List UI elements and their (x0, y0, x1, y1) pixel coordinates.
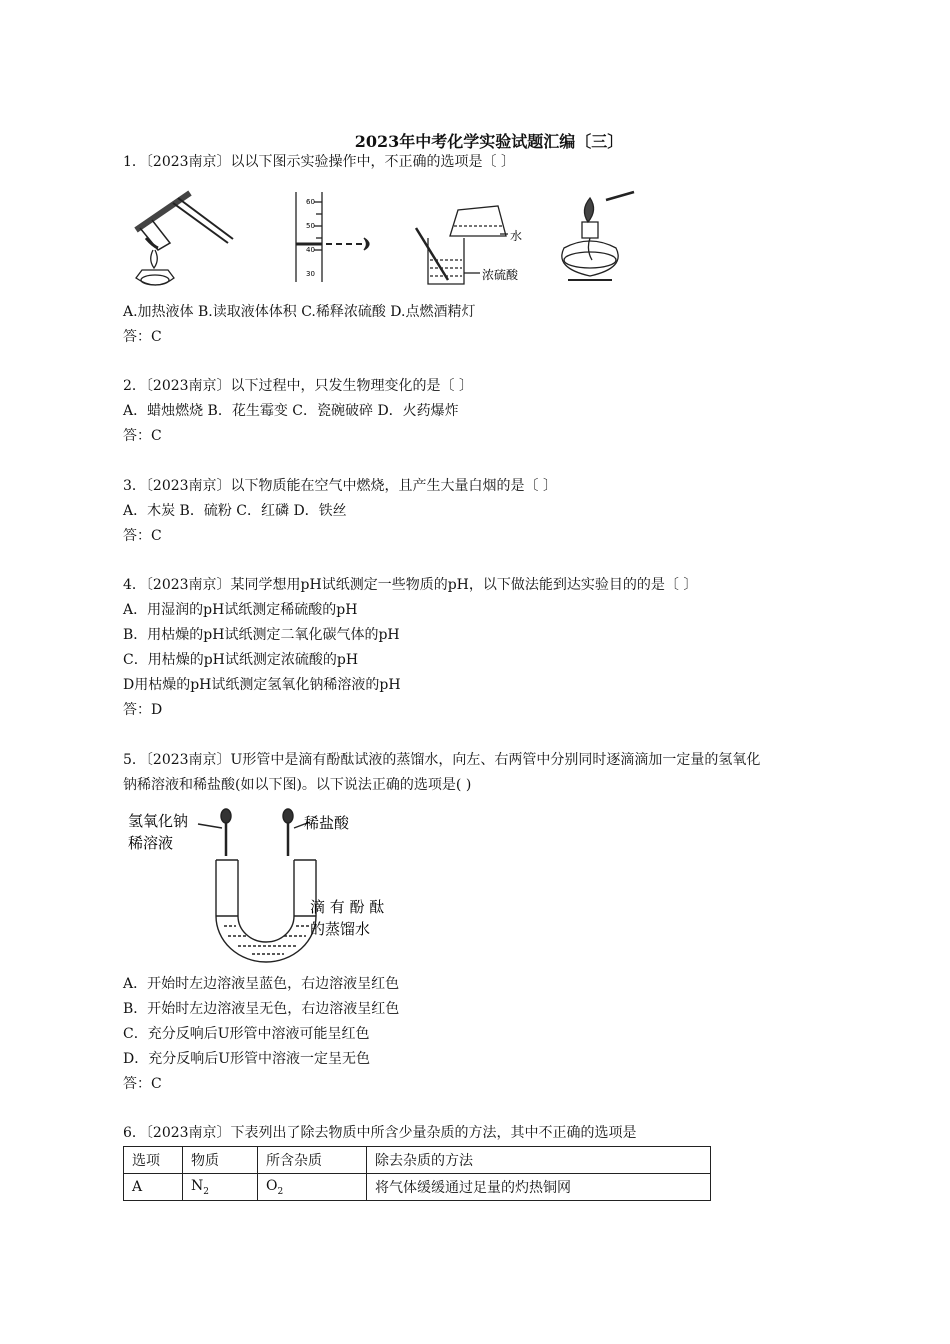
phenolphthalein-label-2: 的蒸馏水 (310, 920, 371, 938)
q4-answer: 答：D (123, 702, 163, 718)
header-substance: 物质 (183, 1147, 258, 1174)
q1-options: A.加热液体 B.读取液体体积 C.稀释浓硫酸 D.点燃酒精灯 (123, 304, 476, 320)
q2-question: 2．〔2023南京〕以下过程中，只发生物理变化的是〔 〕 (123, 378, 473, 394)
q5-option-a: A．开始时左边溶液呈蓝色，右边溶液呈红色 (123, 976, 400, 992)
tick-60: 60 (306, 198, 315, 206)
q5-answer: 答：C (123, 1076, 162, 1092)
q6-question: 6．〔2023南京〕下表列出了除去物质中所含少量杂质的方法，其中不正确的选项是 (123, 1125, 637, 1141)
q3-answer: 答：C (123, 528, 162, 544)
q4-option-c: C．用枯燥的pH试纸测定浓硫酸的pH (123, 652, 359, 668)
naoh-label-1: 氢氧化钠 (128, 812, 189, 830)
tick-30: 30 (306, 270, 315, 278)
table-row (124, 1174, 711, 1201)
cell-impurity (258, 1174, 367, 1201)
header-method: 除去杂质的方法 (367, 1147, 711, 1174)
q3-question: 3．〔2023南京〕以下物质能在空气中燃烧，且产生大量白烟的是〔 〕 (123, 478, 557, 494)
cell-impurity-subscript: 2 (277, 1186, 284, 1197)
q4-option-a: A．用湿润的pH试纸测定稀硫酸的pH (123, 602, 358, 618)
q1-answer: 答：C (123, 329, 162, 345)
q1-question: 1．〔2023南京〕以以下图示实验操作中，不正确的选项是〔 〕 (123, 154, 515, 170)
q5-option-b: B．开始时左边溶液呈无色，右边溶液呈红色 (123, 1001, 400, 1017)
cell-impurity-symbol: O (266, 1177, 278, 1194)
heating-liquid-figure (136, 193, 233, 285)
q5-question-line2: 钠稀溶液和稀盐酸(如以下图)。以下说法正确的选项是( ) (123, 777, 472, 793)
cell-option: A (124, 1174, 183, 1201)
tick-50: 50 (306, 222, 315, 230)
cell-substance-symbol: N (191, 1177, 204, 1194)
q5-question-line1: 5．〔2023南京〕U形管中是滴有酚酞试液的蒸馏水，向左、右两管中分别同时逐滴滴加一定量的氢氧化 (123, 752, 761, 768)
water-label: 水 (510, 229, 523, 243)
impurity-table (123, 1146, 711, 1201)
cell-method: 将气体缓缓通过足量的灼热铜网 (367, 1174, 711, 1201)
tick-40: 40 (306, 246, 315, 254)
alcohol-lamp-figure (562, 192, 634, 280)
q4-question: 4．〔2023南京〕某同学想用pH试纸测定一些物质的pH，以下做法能到达实验目的的是〔 〕 (123, 577, 698, 593)
q1-figure (128, 188, 643, 298)
cell-substance-subscript: 2 (203, 1186, 209, 1197)
q5-option-c: C．充分反响后U形管中溶液可能呈红色 (123, 1026, 370, 1042)
table-header-row (124, 1147, 711, 1174)
hcl-label: 稀盐酸 (304, 814, 350, 832)
q5-option-d: D．充分反响后U形管中溶液一定呈无色 (123, 1051, 371, 1067)
q4-option-b: B．用枯燥的pH试纸测定二氧化碳气体的pH (123, 627, 400, 643)
u-tube-figure (124, 804, 404, 966)
header-impurity: 所含杂质 (258, 1147, 367, 1174)
phenolphthalein-label-1: 滴 有 酚 酞 (310, 898, 385, 916)
q2-answer: 答：C (123, 428, 162, 444)
page-title: 2023年中考化学实验试题汇编〔三〕 (354, 132, 624, 151)
q4-option-d: D用枯燥的pH试纸测定氢氧化钠稀溶液的pH (123, 677, 401, 693)
cell-substance (183, 1174, 258, 1201)
q2-options: A．蜡烛燃烧 B．花生霉变 C．瓷碗破碎 D．火药爆炸 (123, 403, 459, 419)
naoh-label-2: 稀溶液 (128, 834, 174, 852)
conc-acid-label: 浓硫酸 (482, 268, 519, 282)
q3-options: A．木炭 B．硫粉 C．红磷 D．铁丝 (123, 503, 347, 519)
header-option: 选项 (124, 1147, 183, 1174)
